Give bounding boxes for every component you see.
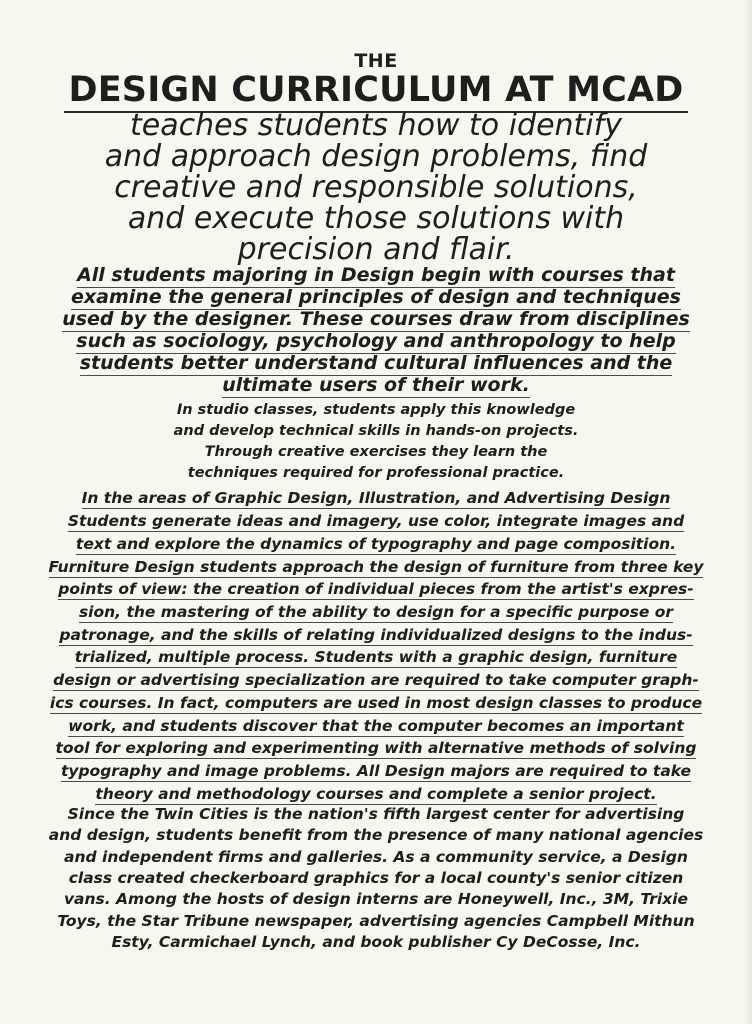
intro-line: used by the designer. These courses draw from disciplines: [62, 308, 690, 330]
cities-line: and independent firms and galleries. As a community service, a Design: [64, 848, 688, 866]
cities-line: and design, students benefit from the presence of many national agencies: [48, 826, 704, 844]
areas-line: tool for exploring and experimenting with alternative methods of solving: [55, 739, 697, 757]
areas-line: typography and image problems. All Design majors are required to take: [60, 762, 692, 780]
cities-line: class created checkerboard graphics for a local county's senior citizen: [68, 869, 684, 887]
areas-line: sion, the mastering of the ability to design for a specific purpose or: [78, 603, 674, 621]
lead-line: precision and flair.: [237, 232, 515, 267]
lead-line: and approach design problems, find: [104, 139, 648, 174]
page-title: [0, 68, 752, 112]
intro-line: All students majoring in Design begin with courses that: [77, 264, 675, 286]
intro-line: students better understand cultural influences and the: [79, 352, 673, 374]
studio-line: Through creative exercises they learn the: [204, 444, 548, 460]
areas-line: Students generate ideas and imagery, use color, integrate images and: [67, 512, 685, 530]
title-kicker: THE: [354, 50, 398, 72]
intro-line: ultimate users of their work.: [222, 374, 530, 396]
lead-line: and execute those solutions with: [127, 201, 625, 236]
areas-line: text and explore the dynamics of typography and page composition.: [75, 535, 677, 553]
areas-line: points of view: the creation of individual pieces from the artist's expres-: [58, 580, 694, 598]
cities-line: Esty, Carmichael Lynch, and book publisher Cy DeCosse, Inc.: [111, 933, 641, 951]
cities-line: Since the Twin Cities is the nation's fifth largest center for advertising: [67, 805, 685, 823]
areas-line: work, and students discover that the computer becomes an important: [68, 717, 684, 735]
intro-line: examine the general principles of design and techniques: [70, 286, 681, 308]
areas-line: design or advertising specialization are required to take computer graph-: [53, 671, 699, 689]
studio-line: In studio classes, students apply this knowledge: [176, 402, 576, 418]
lead-line: teaches students how to identify: [130, 108, 622, 143]
areas-line: ics courses. In fact, computers are used in most design classes to produce: [49, 694, 703, 712]
page-title-text: DESIGN CURRICULUM AT MCAD: [64, 70, 687, 113]
cities-line: Toys, the Star Tribune newspaper, advertising agencies Campbell Mithun: [57, 912, 695, 930]
areas-line: patronage, and the skills of relating individualized designs to the indus-: [59, 626, 693, 644]
lead-line: creative and responsible solutions,: [114, 170, 638, 205]
areas-line: theory and methodology courses and complete a senior project.: [95, 785, 657, 803]
cities-line: vans. Among the hosts of design interns are Honeywell, Inc., 3M, Trixie: [63, 890, 689, 908]
areas-line: Furniture Design students approach the design of furniture from three key: [48, 558, 704, 576]
studio-line: techniques required for professional practice.: [187, 465, 565, 481]
studio-line: and develop technical skills in hands-on projects.: [173, 423, 579, 439]
areas-line: trialized, multiple process. Students with a graphic design, furniture: [74, 648, 678, 666]
intro-line: such as sociology, psychology and anthropology to help: [76, 330, 676, 352]
areas-line: In the areas of Graphic Design, Illustration, and Advertising Design: [81, 489, 671, 507]
